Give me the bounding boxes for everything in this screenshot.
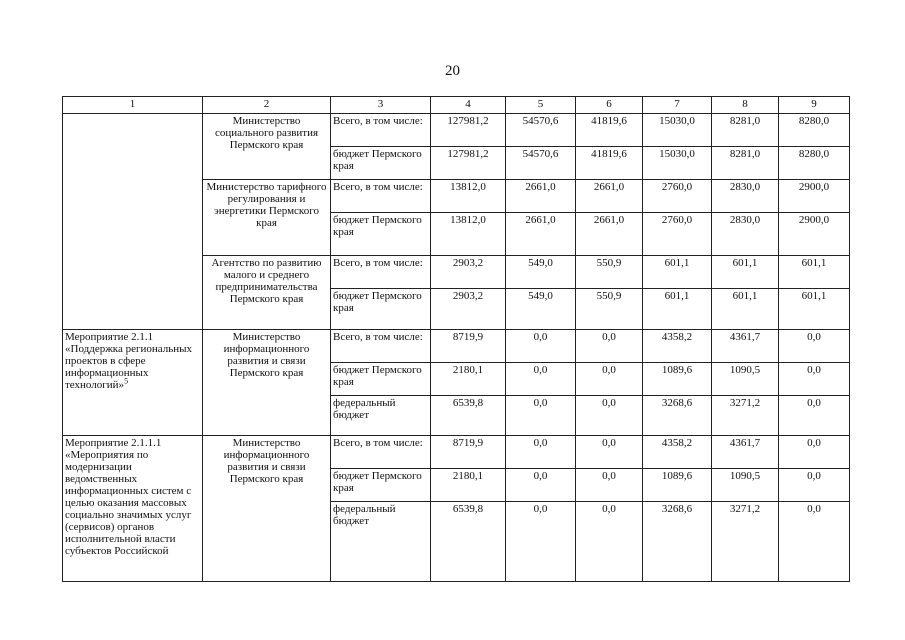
value-cell: 6539,8 bbox=[431, 396, 506, 436]
value-cell: 13812,0 bbox=[431, 213, 506, 256]
value-cell: 8280,0 bbox=[779, 147, 850, 180]
value-cell: 1089,6 bbox=[643, 363, 712, 396]
value-cell: 13812,0 bbox=[431, 180, 506, 213]
footnote-marker: 5 bbox=[124, 376, 129, 386]
source-cell: Всего, в том числе: bbox=[331, 436, 431, 469]
value-cell: 0,0 bbox=[576, 436, 643, 469]
value-cell: 0,0 bbox=[576, 502, 643, 582]
value-cell: 0,0 bbox=[576, 330, 643, 363]
value-cell: 2180,1 bbox=[431, 363, 506, 396]
value-cell: 550,9 bbox=[576, 289, 643, 330]
value-cell: 601,1 bbox=[643, 256, 712, 289]
value-cell: 2903,2 bbox=[431, 256, 506, 289]
value-cell: 8719,9 bbox=[431, 330, 506, 363]
value-cell: 2180,1 bbox=[431, 469, 506, 502]
value-cell: 0,0 bbox=[506, 330, 576, 363]
value-cell: 15030,0 bbox=[643, 114, 712, 147]
value-cell: 550,9 bbox=[576, 256, 643, 289]
budget-table bbox=[62, 96, 850, 582]
value-cell: 601,1 bbox=[779, 289, 850, 330]
value-cell: 0,0 bbox=[576, 363, 643, 396]
source-cell: бюджет Пермского края bbox=[331, 363, 431, 396]
column-header: 5 bbox=[506, 97, 576, 114]
value-cell: 3268,6 bbox=[643, 502, 712, 582]
source-cell: федеральный бюджет bbox=[331, 396, 431, 436]
value-cell: 4361,7 bbox=[712, 436, 779, 469]
source-cell: бюджет Пермского края bbox=[331, 213, 431, 256]
value-cell: 2760,0 bbox=[643, 213, 712, 256]
value-cell: 8281,0 bbox=[712, 147, 779, 180]
value-cell: 127981,2 bbox=[431, 114, 506, 147]
table-row bbox=[63, 436, 850, 469]
table-row bbox=[63, 114, 850, 147]
value-cell: 2661,0 bbox=[506, 180, 576, 213]
value-cell: 0,0 bbox=[779, 436, 850, 469]
org-cell: Министерство социального развития Пермского края bbox=[203, 114, 331, 180]
value-cell: 3271,2 bbox=[712, 502, 779, 582]
table-row bbox=[63, 330, 850, 363]
value-cell: 2760,0 bbox=[643, 180, 712, 213]
value-cell: 2900,0 bbox=[779, 180, 850, 213]
value-cell: 2661,0 bbox=[506, 213, 576, 256]
source-cell: бюджет Пермского края bbox=[331, 147, 431, 180]
event-title: Мероприятие 2.1.1 «Поддержка региональных проектов в сфере информационных технологий» bbox=[65, 331, 193, 391]
source-cell: федеральный бюджет bbox=[331, 502, 431, 582]
value-cell: 8281,0 bbox=[712, 114, 779, 147]
value-cell: 15030,0 bbox=[643, 147, 712, 180]
value-cell: 127981,2 bbox=[431, 147, 506, 180]
event-cell: Мероприятие 2.1.1.1 «Мероприятия по модернизации ведомственных информационных систем с целью оказания массовых социально значимых услуг (сервисов) органов исполнительной власти субъектов Российской bbox=[63, 436, 203, 582]
column-header: 4 bbox=[431, 97, 506, 114]
value-cell: 0,0 bbox=[576, 469, 643, 502]
value-cell: 0,0 bbox=[779, 396, 850, 436]
column-header: 7 bbox=[643, 97, 712, 114]
value-cell: 0,0 bbox=[779, 363, 850, 396]
value-cell: 2661,0 bbox=[576, 213, 643, 256]
value-cell: 0,0 bbox=[506, 396, 576, 436]
page-number: 20 bbox=[445, 63, 460, 79]
column-header: 1 bbox=[63, 97, 203, 114]
value-cell: 1090,5 bbox=[712, 469, 779, 502]
value-cell: 41819,6 bbox=[576, 147, 643, 180]
column-header: 8 bbox=[712, 97, 779, 114]
value-cell: 54570,6 bbox=[506, 114, 576, 147]
value-cell: 0,0 bbox=[779, 330, 850, 363]
value-cell: 8280,0 bbox=[779, 114, 850, 147]
source-cell: бюджет Пермского края bbox=[331, 289, 431, 330]
value-cell: 0,0 bbox=[506, 363, 576, 396]
column-header: 6 bbox=[576, 97, 643, 114]
value-cell: 0,0 bbox=[506, 436, 576, 469]
value-cell: 549,0 bbox=[506, 256, 576, 289]
source-cell: Всего, в том числе: bbox=[331, 180, 431, 213]
value-cell: 601,1 bbox=[779, 256, 850, 289]
value-cell: 1090,5 bbox=[712, 363, 779, 396]
value-cell: 549,0 bbox=[506, 289, 576, 330]
value-cell: 4361,7 bbox=[712, 330, 779, 363]
event-cell bbox=[63, 114, 203, 330]
value-cell: 0,0 bbox=[506, 469, 576, 502]
column-header: 2 bbox=[203, 97, 331, 114]
value-cell: 0,0 bbox=[576, 396, 643, 436]
column-header: 3 bbox=[331, 97, 431, 114]
source-cell: Всего, в том числе: bbox=[331, 330, 431, 363]
value-cell: 1089,6 bbox=[643, 469, 712, 502]
value-cell: 54570,6 bbox=[506, 147, 576, 180]
column-header: 9 bbox=[779, 97, 850, 114]
value-cell: 0,0 bbox=[506, 502, 576, 582]
org-cell: Министерство информационного развития и связи Пермского края bbox=[203, 330, 331, 436]
source-cell: Всего, в том числе: bbox=[331, 114, 431, 147]
org-cell: Министерство информационного развития и связи Пермского края bbox=[203, 436, 331, 582]
value-cell: 601,1 bbox=[643, 289, 712, 330]
value-cell: 4358,2 bbox=[643, 330, 712, 363]
value-cell: 601,1 bbox=[712, 256, 779, 289]
value-cell: 2661,0 bbox=[576, 180, 643, 213]
source-cell: бюджет Пермского края bbox=[331, 469, 431, 502]
source-cell: Всего, в том числе: bbox=[331, 256, 431, 289]
value-cell: 4358,2 bbox=[643, 436, 712, 469]
value-cell: 0,0 bbox=[779, 502, 850, 582]
org-cell: Министерство тарифного регулирования и энергетики Пермского края bbox=[203, 180, 331, 256]
value-cell: 2900,0 bbox=[779, 213, 850, 256]
value-cell: 601,1 bbox=[712, 289, 779, 330]
value-cell: 8719,9 bbox=[431, 436, 506, 469]
value-cell: 2903,2 bbox=[431, 289, 506, 330]
value-cell: 41819,6 bbox=[576, 114, 643, 147]
org-cell: Агентство по развитию малого и среднего предпринимательства Пермского края bbox=[203, 256, 331, 330]
value-cell: 0,0 bbox=[779, 469, 850, 502]
value-cell: 3268,6 bbox=[643, 396, 712, 436]
value-cell: 2830,0 bbox=[712, 213, 779, 256]
value-cell: 6539,8 bbox=[431, 502, 506, 582]
table-header-row bbox=[63, 97, 850, 114]
value-cell: 2830,0 bbox=[712, 180, 779, 213]
value-cell: 3271,2 bbox=[712, 396, 779, 436]
event-cell bbox=[63, 330, 203, 436]
